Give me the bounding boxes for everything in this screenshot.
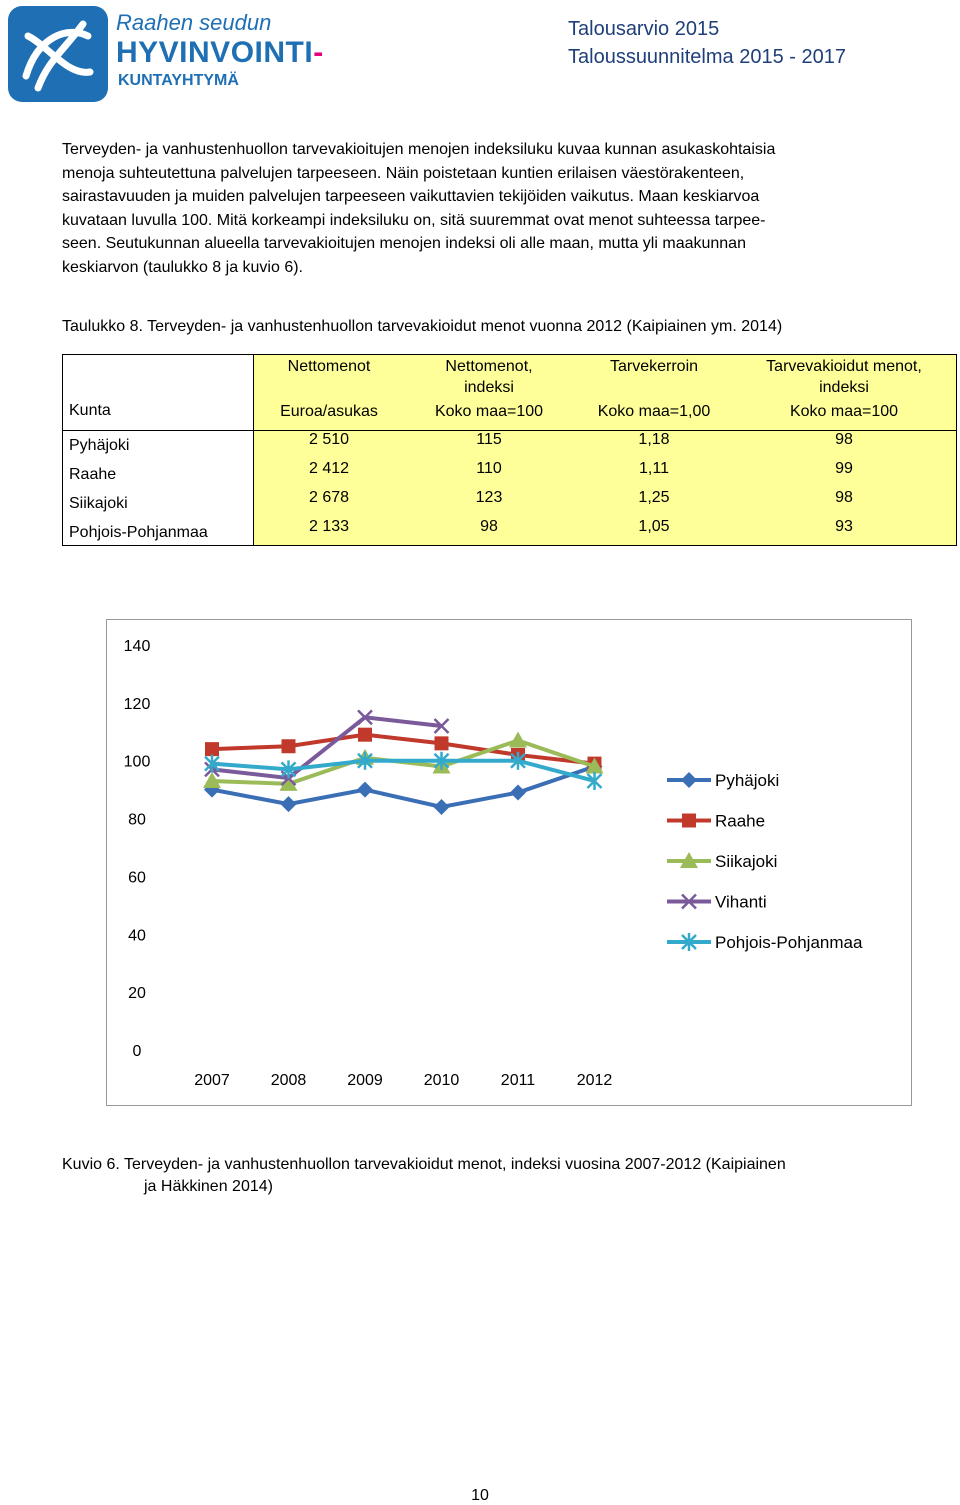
row-kunta: Raahe	[69, 466, 117, 483]
legend-label: Pyhäjoki	[715, 771, 780, 790]
table-body-values	[254, 431, 956, 545]
line-chart	[106, 619, 912, 1106]
point-marker	[435, 736, 449, 750]
table-cell: 1,25	[638, 489, 670, 506]
table-cell: 2 678	[308, 489, 350, 506]
intro-line: menoja suhteutettuna palvelujen tarpeeseen. Näin poistetaan kuntien erilaisen väestörakenteen,	[62, 164, 745, 182]
table-cell: 1,18	[638, 431, 670, 448]
intro-line: keskiarvon (taulukko 8 ja kuvio 6).	[62, 258, 303, 276]
chart-svg	[107, 620, 911, 1105]
table-cell: 2 412	[308, 460, 350, 477]
intro-line: seen. Seutukunnan alueella tarvevakioitujen menojen indeksi oli alle maan, mutta yli maakunnan	[62, 235, 746, 252]
table-cell: 2 133	[308, 518, 350, 535]
logo-text-line1: Raahen seudun	[116, 10, 272, 35]
table-cell: 1,11	[639, 460, 669, 477]
col-header-line2: indeksi	[464, 379, 514, 396]
table-cell: 115	[476, 431, 502, 448]
point-marker	[282, 739, 296, 753]
series-line	[212, 767, 595, 808]
figure-caption-line: ja Häkkinen 2014)	[144, 1178, 273, 1195]
table-header-kunta-cell	[63, 355, 254, 431]
x-tick-label: 2009	[347, 1072, 383, 1089]
col-header-unit: Euroa/asukas	[280, 403, 378, 420]
point-marker	[510, 785, 526, 801]
col-header-line1: Nettomenot,	[445, 358, 533, 375]
table-cell: 2 510	[308, 431, 350, 448]
point-marker	[281, 796, 297, 812]
table-cell: 93	[835, 518, 853, 535]
intro-line: Terveyden- ja vanhustenhuollon tarvevakioitujen menojen indeksiluku kuvaa kunnan asukaskohtaisia	[62, 141, 776, 158]
legend-label: Raahe	[715, 811, 766, 831]
legend-label: Vihanti	[715, 892, 767, 912]
col-header-unit: Koko maa=100	[789, 403, 899, 420]
col-header-line1: Tarvekerroin	[609, 358, 699, 375]
y-tick-label: 0	[132, 1043, 142, 1060]
col-header-unit: Koko maa=1,00	[597, 403, 711, 420]
intro-paragraph	[62, 138, 957, 279]
intro-line: sairastavuuden ja muiden palvelujen tarpeeseen vaikuttavien tekijöiden vaikutus. Maan keskiarvoa	[62, 188, 760, 205]
point-marker	[682, 814, 696, 828]
point-marker	[434, 799, 450, 815]
table-cell: 1,05	[638, 518, 670, 535]
point-marker	[681, 772, 697, 788]
legend-label: Pohjois-Pohjanmaa	[715, 933, 863, 952]
y-tick-label: 20	[128, 985, 146, 1003]
table-cell: 98	[835, 489, 853, 506]
y-tick-label: 40	[128, 927, 146, 945]
point-marker	[357, 782, 373, 798]
y-tick-label: 120	[123, 695, 151, 713]
point-marker	[358, 728, 372, 742]
y-tick-label: 60	[128, 869, 146, 887]
point-marker	[205, 742, 219, 756]
page-number: 10	[471, 1487, 489, 1504]
table-header-values	[254, 355, 956, 431]
table-cell: 110	[476, 460, 502, 477]
header-title-budget: Talousarvio 2015	[568, 18, 720, 40]
table-cell: 99	[835, 460, 853, 477]
logo-text-line3: KUNTAYHTYMÄ	[118, 72, 239, 89]
y-tick-label: 140	[123, 638, 151, 655]
col-header-line1: Tarvevakioidut menot,	[766, 358, 922, 375]
table-body-kunta	[63, 431, 254, 545]
col-header-unit: Koko maa=100	[434, 403, 544, 420]
logo-knot-icon	[8, 6, 108, 102]
y-tick-label: 100	[123, 753, 151, 771]
x-tick-label: 2010	[423, 1072, 460, 1089]
table-cell: 98	[835, 431, 853, 448]
y-tick-label: 80	[128, 811, 146, 829]
x-tick-label: 2008	[270, 1072, 307, 1089]
point-marker	[509, 731, 527, 747]
figure-caption	[62, 1154, 786, 1198]
figure-caption-line: Kuvio 6. Terveyden- ja vanhustenhuollon tarvevakioidut menot, indeksi vuosina 2007-2012 (Kaipiainen	[62, 1156, 786, 1173]
row-kunta: Siikajoki	[69, 495, 128, 512]
table-cell: 123	[475, 489, 503, 506]
x-tick-label: 2011	[500, 1072, 536, 1089]
x-tick-label: 2012	[576, 1072, 613, 1089]
col-header-line1: Nettomenot	[287, 358, 371, 375]
x-tick-label: 2007	[194, 1072, 230, 1089]
table-header-kunta: Kunta	[69, 402, 111, 419]
intro-line: kuvataan luvulla 100. Mitä korkeampi indeksiluku on, sitä suuremmat ovat menot suhteessa tarpee-	[62, 211, 766, 229]
table-caption: Taulukko 8. Terveyden- ja vanhustenhuollon tarvevakioidut menot vuonna 2012 (Kaipiainen ym. 2014)	[62, 318, 783, 335]
row-kunta: Pohjois-Pohjanmaa	[69, 524, 208, 541]
data-table	[62, 354, 957, 546]
legend-label: Siikajoki	[715, 852, 778, 871]
logo-text-line2: HYVINVOINTI-	[116, 36, 324, 69]
col-header-line2: indeksi	[819, 379, 869, 396]
header-title-plan: Taloussuunnitelma 2015 - 2017	[568, 46, 846, 68]
row-kunta: Pyhäjoki	[69, 437, 130, 454]
table-cell: 98	[480, 518, 498, 535]
